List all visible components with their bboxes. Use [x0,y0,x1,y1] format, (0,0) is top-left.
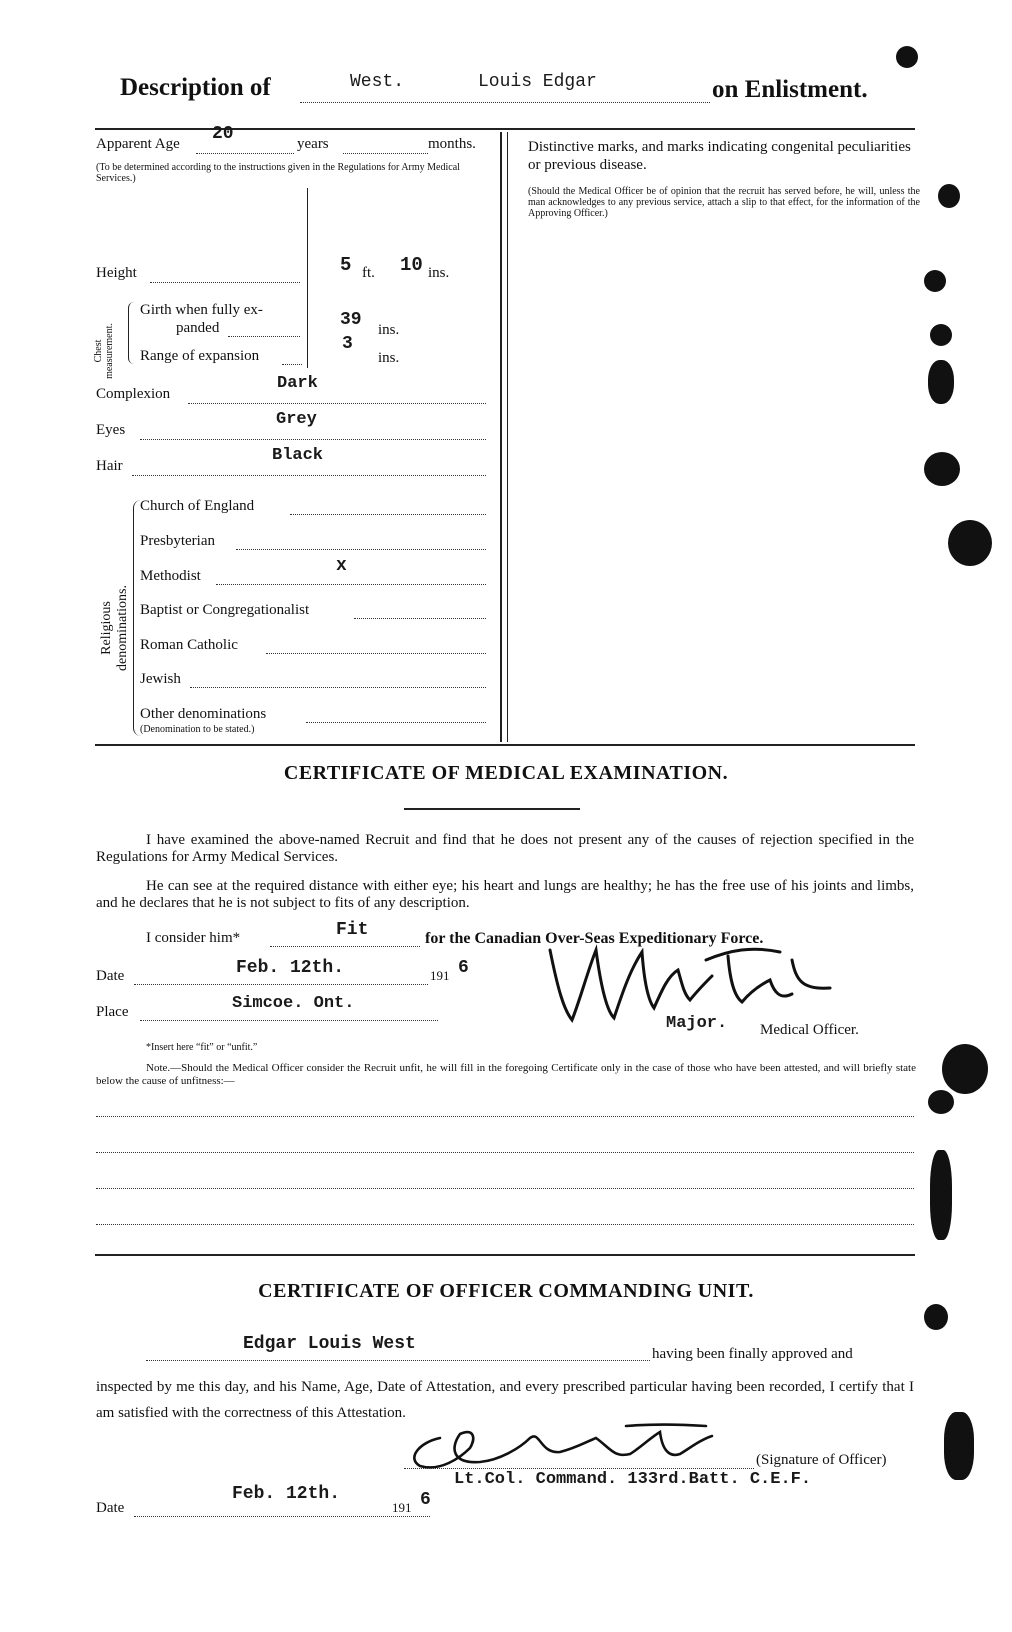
religion-methodist: Methodist [140,568,201,584]
medical-certificate-title: CERTIFICATE OF MEDICAL EXAMINATION. [283,762,729,784]
medical-rank-value: Major. [666,1014,728,1033]
medical-officer-label: Medical Officer. [760,1022,859,1038]
header-suffix: on Enlistment. [712,76,868,103]
medical-place-label: Place [96,1004,129,1020]
height-ft-value: 5 [340,254,352,276]
binder-hole-2 [938,184,960,208]
unfitness-line-3 [96,1188,914,1189]
medical-year-prefix: 191 [430,968,450,983]
medical-date-label: Date [96,968,125,984]
chest-measurement-label: Chest measurement. [93,323,115,379]
religion-other-note: (Denomination to be stated.) [140,724,255,735]
binder-hole-5 [928,360,954,404]
commanding-year-suffix: 6 [420,1490,431,1510]
commanding-para: inspected by me this day, and his Name, Age, Date of Attestation, and every prescribed particular having been recorded, I certify that I am satisfied with the correctness of this Attestation. [96,1379,914,1421]
age-value: 20 [212,124,234,144]
complexion-value: Dark [277,374,318,393]
girth-label-1: Girth when fully ex- [140,302,263,318]
religion-church-of-england: Church of England [140,498,255,514]
hair-label: Hair [96,458,123,474]
column-divider [500,132,502,742]
medical-para-1: I have examined the above-named Recruit and find that he does not present any of the causes of rejection specified in the Regulations for Army Medical Services. [96,832,914,865]
distinctive-marks-title: Distinctive marks, and marks indicating congenital peculiarities or previous disease. [528,139,911,173]
medical-note: Note.—Should the Medical Officer consider the Recruit unfit, he will fill in the foregoing Certificate only in the case of those who have been attested, and will briefly state below the cause of unfitness:— [96,1062,916,1087]
commanding-recruit-name: Edgar Louis West [243,1334,416,1354]
commanding-date-value: Feb. 12th. [232,1484,341,1504]
girth-label-2: panded [176,320,220,336]
girth-value: 39 [340,310,362,330]
unfitness-line-2 [96,1152,914,1153]
medical-year-suffix: 6 [458,958,469,978]
religion-methodist-mark: x [336,556,347,576]
binder-hole-9 [928,1090,954,1114]
religion-baptist: Baptist or Congregationalist [140,602,310,618]
medical-place-value: Simcoe. Ont. [232,994,355,1013]
medical-date-value: Feb. 12th. [236,958,345,978]
unfitness-line-1 [96,1116,914,1117]
commanding-officer-signature [400,1418,730,1478]
hair-value: Black [272,446,324,465]
binder-hole-10 [930,1150,952,1240]
binder-hole-12 [944,1412,974,1480]
binder-hole-1 [896,46,918,68]
religion-roman-catholic: Roman Catholic [140,637,238,653]
binder-hole-11 [924,1304,948,1330]
years-label: years [297,136,329,152]
age-label: Apparent Age [96,136,180,152]
binder-hole-8 [942,1044,988,1094]
eyes-label: Eyes [96,422,126,438]
binder-hole-6 [924,452,960,486]
consider-label: I consider him* [146,930,241,946]
header-prefix: Description of [120,74,271,101]
medical-para-2: He can see at the required distance with either eye; his heart and lungs are healthy; he has the free use of his joints and limbs, and he declares that he is not subject to fits of any description. [96,878,914,911]
religion-group-label: Religious denominations. [99,585,130,671]
range-label: Range of expansion [140,348,260,364]
binder-hole-4 [930,324,952,346]
binder-hole-7 [948,520,992,566]
consider-value: Fit [336,920,369,940]
signature-of-officer-label: (Signature of Officer) [756,1452,887,1468]
form-header [0,60,1012,110]
range-ins-label: ins. [378,350,400,366]
age-note: (To be determined according to the instructions given in the Regulations for Army Medical Services.) [96,162,460,184]
months-label: months. [428,136,476,152]
girth-ins-label: ins. [378,322,400,338]
recruit-given-names: Louis Edgar [478,72,597,92]
commanding-year-prefix: 191 [392,1500,412,1515]
height-ins-label: ins. [428,265,450,281]
religion-jewish: Jewish [140,671,181,687]
force-label: for the Canadian Over-Seas Expeditionary Force. [425,930,764,947]
height-label: Height [96,265,137,281]
religion-other: Other denominations [140,706,267,722]
commanding-date-label: Date [96,1500,125,1516]
commanding-certificate-title: CERTIFICATE OF OFFICER COMMANDING UNIT. [258,1280,754,1302]
distinctive-marks-note: (Should the Medical Officer be of opinion that the recruit has served before, he will, unless the man acknowledges to any previous service, attach a slip to that effect, for the information of the Approving Officer.) [528,186,920,219]
religion-presbyterian: Presbyterian [140,533,215,549]
having-label: having been finally approved and [652,1346,853,1362]
insert-note: *Insert here “fit” or “unfit.” [146,1042,258,1053]
binder-hole-3 [924,270,946,292]
recruit-surname: West. [350,72,405,92]
ft-label: ft. [362,265,375,281]
range-value: 3 [342,334,353,354]
height-in-value: 10 [400,254,423,276]
unfitness-line-4 [96,1224,914,1225]
complexion-label: Complexion [96,386,171,402]
eyes-value: Grey [276,410,317,429]
commanding-officer-title: Lt.Col. Command. 133rd.Batt. C.E.F. [454,1470,812,1489]
